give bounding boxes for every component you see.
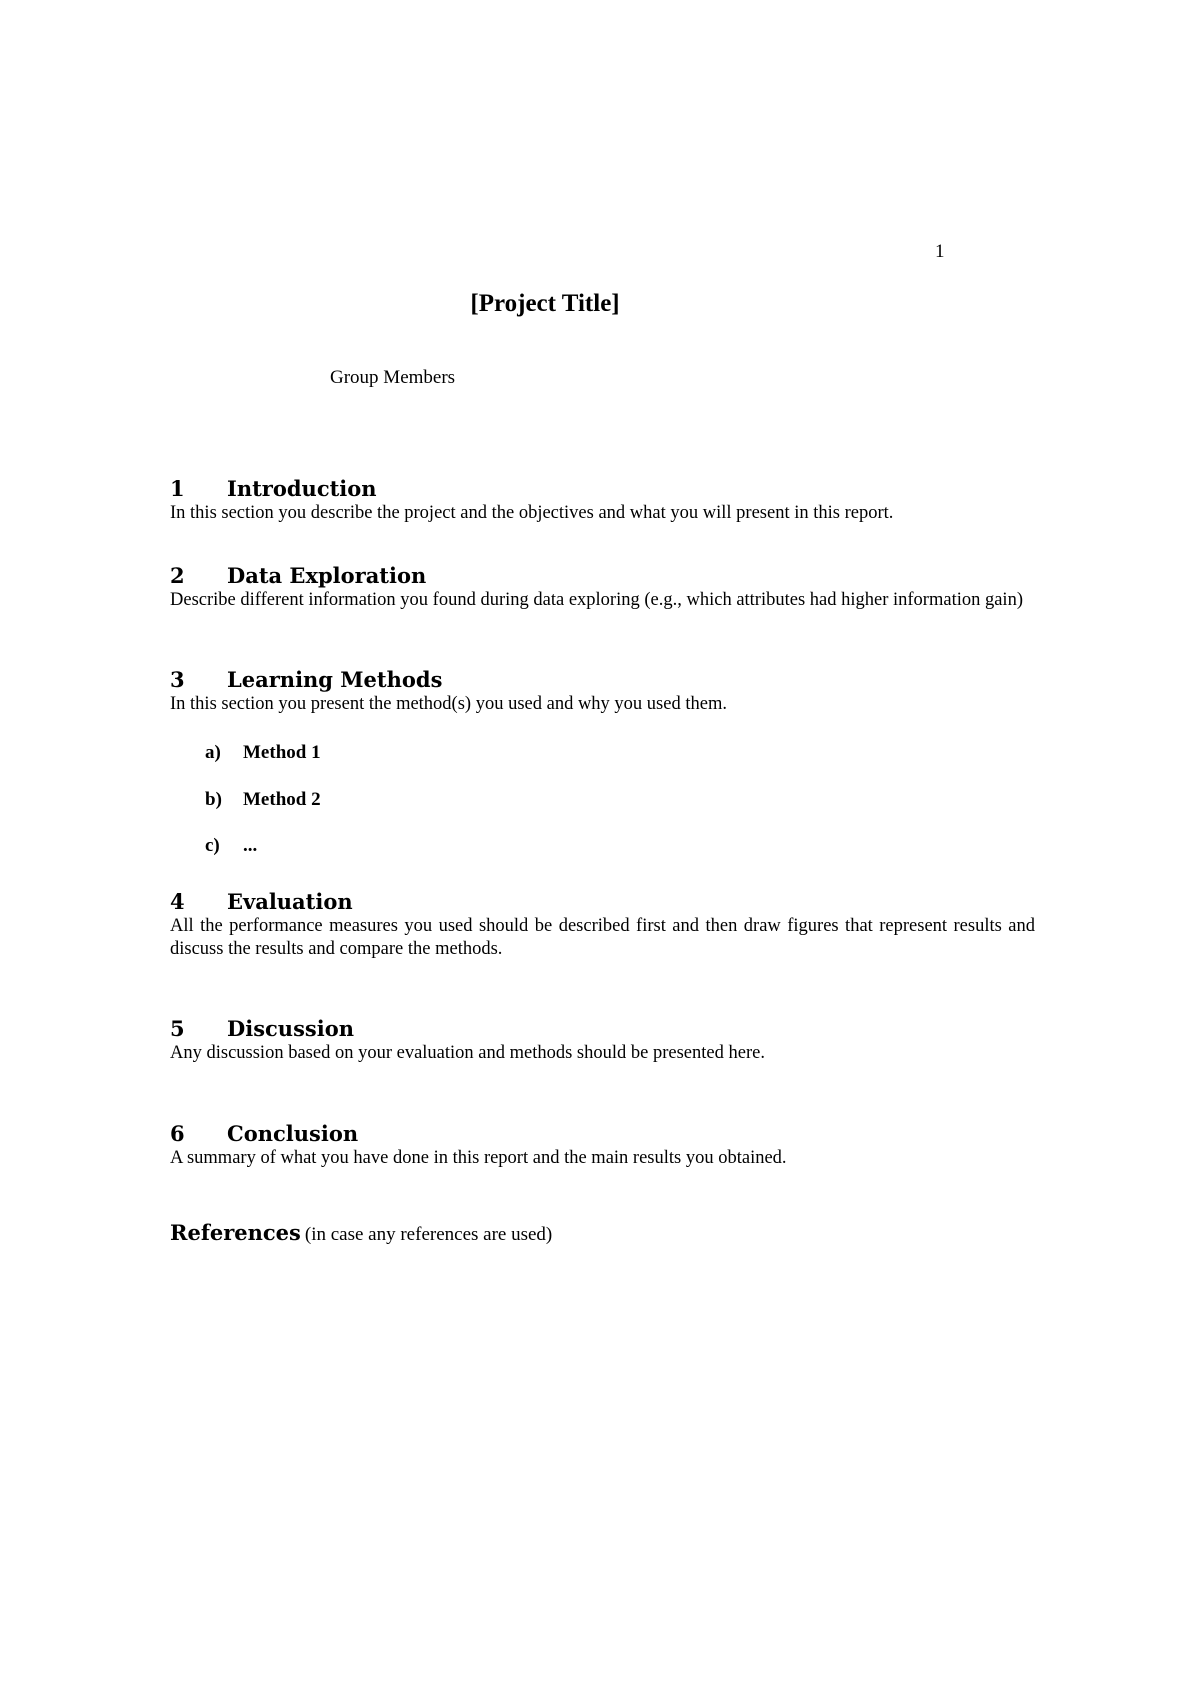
- group-members: Group Members: [330, 367, 456, 388]
- section-title: Conclusion: [227, 1121, 359, 1146]
- section-introduction: [170, 476, 1035, 525]
- references-note: (in case any references are used): [304, 1224, 553, 1245]
- page-number: 1: [935, 241, 945, 262]
- method-label: Method 2: [243, 789, 321, 810]
- section-learning-methods: [170, 667, 1035, 716]
- section-title: Learning Methods: [227, 667, 443, 692]
- section-evaluation: [170, 889, 1035, 961]
- section-heading: [170, 667, 1035, 693]
- section-body: In this section you present the method(s) you used and why you used them.: [170, 694, 727, 714]
- section-body: Any discussion based on your evaluation and methods should be presented here.: [170, 1043, 765, 1063]
- section-heading: [170, 476, 1035, 502]
- method-label: ...: [243, 835, 258, 856]
- section-data-exploration: [170, 563, 1035, 612]
- method-letter: c): [205, 835, 220, 856]
- section-heading: [170, 1121, 1035, 1147]
- section-body: A summary of what you have done in this report and the main results you obtained.: [170, 1148, 787, 1168]
- section-title: Evaluation: [227, 889, 353, 914]
- references: [170, 1220, 552, 1246]
- section-number: 2: [170, 563, 185, 588]
- section-body: In this section you describe the project and the objectives and what you will present in this report.: [170, 503, 894, 523]
- section-title: Data Exploration: [227, 563, 427, 588]
- method-letter: a): [205, 742, 221, 763]
- section-heading: [170, 889, 1035, 915]
- section-title: Introduction: [227, 476, 377, 501]
- section-title: Discussion: [227, 1016, 354, 1041]
- section-conclusion: [170, 1121, 1035, 1170]
- references-heading: References: [170, 1220, 301, 1245]
- method-item: [205, 789, 321, 811]
- section-heading: [170, 563, 1035, 589]
- section-heading: [170, 1016, 1035, 1042]
- section-number: 6: [170, 1121, 185, 1146]
- section-number: 1: [170, 476, 185, 501]
- page-title: [Project Title]: [470, 290, 620, 317]
- method-letter: b): [205, 789, 222, 810]
- section-body: All the performance measures you used should be described first and then draw figures that represent results and discuss the results and compare the methods.: [170, 916, 1035, 959]
- section-number: 3: [170, 667, 185, 692]
- method-item: [205, 742, 321, 764]
- method-item: [205, 835, 257, 857]
- section-number: 4: [170, 889, 185, 914]
- section-number: 5: [170, 1016, 185, 1041]
- section-body: Describe different information you found during data exploring (e.g., which attributes had higher information gain): [170, 590, 1023, 610]
- section-discussion: [170, 1016, 1035, 1065]
- method-label: Method 1: [243, 742, 321, 763]
